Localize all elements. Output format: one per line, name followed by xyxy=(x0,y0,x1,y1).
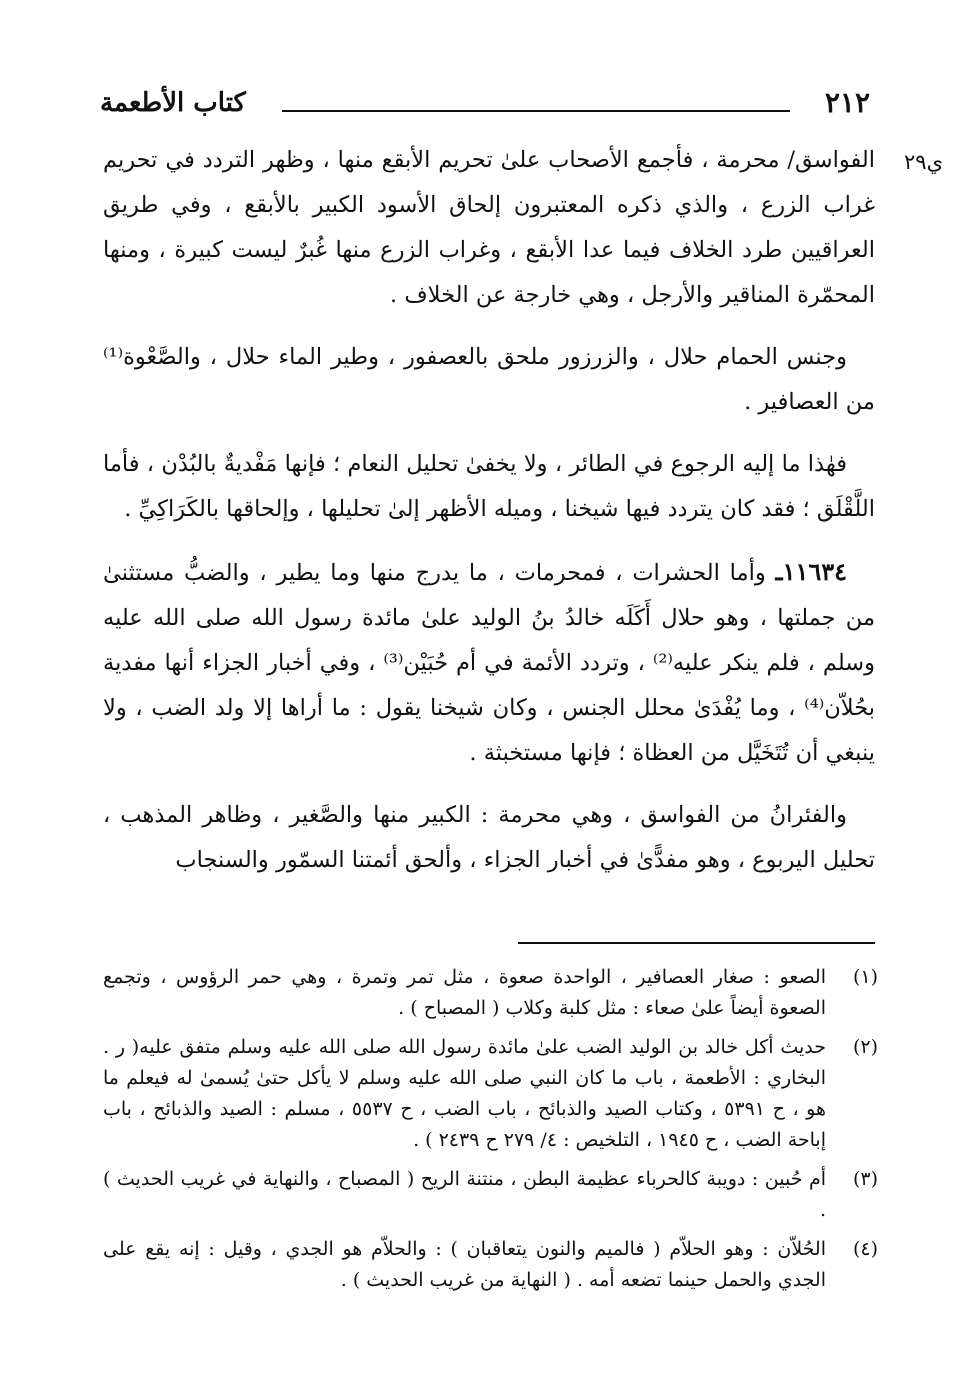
paragraph-5: والفئرانُ من الفواسق ، وهي محرمة : الكبير منها والصَّغير ، وظاهر المذهب ، تحليل اليربوع ، وهو مفدًّىٰ في أخبار الجزاء ، وألحق أئمتنا السمّور والسنجاب xyxy=(103,802,875,873)
paragraph-4-text: وأما الحشرات ، فمحرمات ، ما يدرج منها وما يطير ، والضبُّ مستثنىٰ من جملتها ، وهو حلال أَكَلَه خالدُ بنُ الوليد علىٰ مائدة رسول الله صلى الله عليه وسلم ، فلم ينكر عليه⁽²⁾ ، وتردد الأئمة في أم حُبَيْن⁽³⁾ ، وفي أخبار الجزاء أنها مفدية بحُلاّن⁽⁴⁾ ، وما يُفْدَىٰ محلل الجنس ، وكان شيخنا يقول : ما أراها إلا ولد الضب ، ولا ينبغي أن تُتَخَيَّل من العظاة ؛ فإنها مستخبثة . xyxy=(103,560,875,766)
footnote-number: (٤) xyxy=(852,1238,878,1260)
paragraph-1: الفواسق/ محرمة ، فأجمع الأصحاب علىٰ تحريم الأبقع منها ، وظهر التردد في تحريم غراب الزرع ، والذي ذكره المعتبرون إلحاق الأسود الكبير بالأبقع ، وفي طريق العراقيين طرد الخلاف فيما عدا الأبقع ، وغراب الزرع منها غُبرٌ ليست كبيرة ، ومنها المحمّرة المناقير والأرجل ، وهي خارجة عن الخلاف . xyxy=(103,147,875,308)
paragraph-3: فهٰذا ما إليه الرجوع في الطائر ، ولا يخفىٰ تحليل النعام ؛ فإنها مَفْديةٌ بالبُدْن ، فأما اللَّقْلَق ؛ فقد كان يتردد فيها شيخنا ، وميله الأظهر إلىٰ تحليلها ، وإلحاقها بالكَرَاكِيِّ . xyxy=(103,451,875,522)
margin-reference: ي٢٩ xyxy=(904,150,943,174)
book-title: كتاب الأطعمة xyxy=(100,88,246,118)
section-number: ١١٦٣٤ـ xyxy=(775,557,848,586)
page-number: ٢١٢ xyxy=(824,86,870,119)
paragraph-2: وجنس الحمام حلال ، والزرزور ملحق بالعصفور ، وطير الماء حلال ، والصَّعْوة⁽¹⁾ من العصافير . xyxy=(103,344,875,415)
footnotes xyxy=(103,962,878,1304)
paragraph-4 xyxy=(103,549,875,776)
footnote-number: (٣) xyxy=(852,1168,878,1190)
page-header xyxy=(100,83,870,123)
footnote-text: الحُلاّن : وهو الحلاّم ( فالميم والنون يتعاقبان ) : والحلاّم هو الجدي ، وقيل : إنه يقع على الجدي والحمل حينما تضعه أمه . ( النهاية من غريب الحديث ) . xyxy=(103,1238,826,1291)
footnote-number: (٢) xyxy=(852,1036,878,1058)
header-rule xyxy=(282,110,790,112)
footnote-text: الصعو : صغار العصافير ، الواحدة صعوة ، مثل تمر وتمرة ، وهي حمر الرؤوس ، وتجمع الصعوة أيضاً علىٰ صعاء : مثل كلبة وكلاب ( المصباح ) . xyxy=(103,966,826,1019)
footnote xyxy=(103,1234,878,1296)
footnote xyxy=(103,1164,878,1226)
footnote xyxy=(103,962,878,1024)
footnote-text: حديث أكل خالد بن الوليد الضب علىٰ مائدة رسول الله صلى الله عليه وسلم متفق عليه( ر . البخاري : الأطعمة ، باب ما كان النبي صلى الله عليه وسلم لا يأكل حتىٰ يُسمىٰ له فيعلم ما هو ، ح ٥٣٩١ ، وكتاب الصيد والذبائح ، باب الضب ، ح ٥٥٣٧ ، مسلم : الصيد والذبائح ، باب إباحة الضب ، ح ١٩٤٥ ، التلخيص : ٤/ ٢٧٩ ح ٢٤٣٩ ) . xyxy=(103,1036,826,1151)
footnote-number: (١) xyxy=(852,966,878,988)
footnote-text: أم حُبين : دويبة كالحرباء عظيمة البطن ، منتنة الريح ( المصباح ، والنهاية في غريب الحديث ) . xyxy=(103,1168,826,1221)
footnote xyxy=(103,1032,878,1156)
main-text xyxy=(103,138,875,883)
footnote-separator xyxy=(518,942,875,944)
